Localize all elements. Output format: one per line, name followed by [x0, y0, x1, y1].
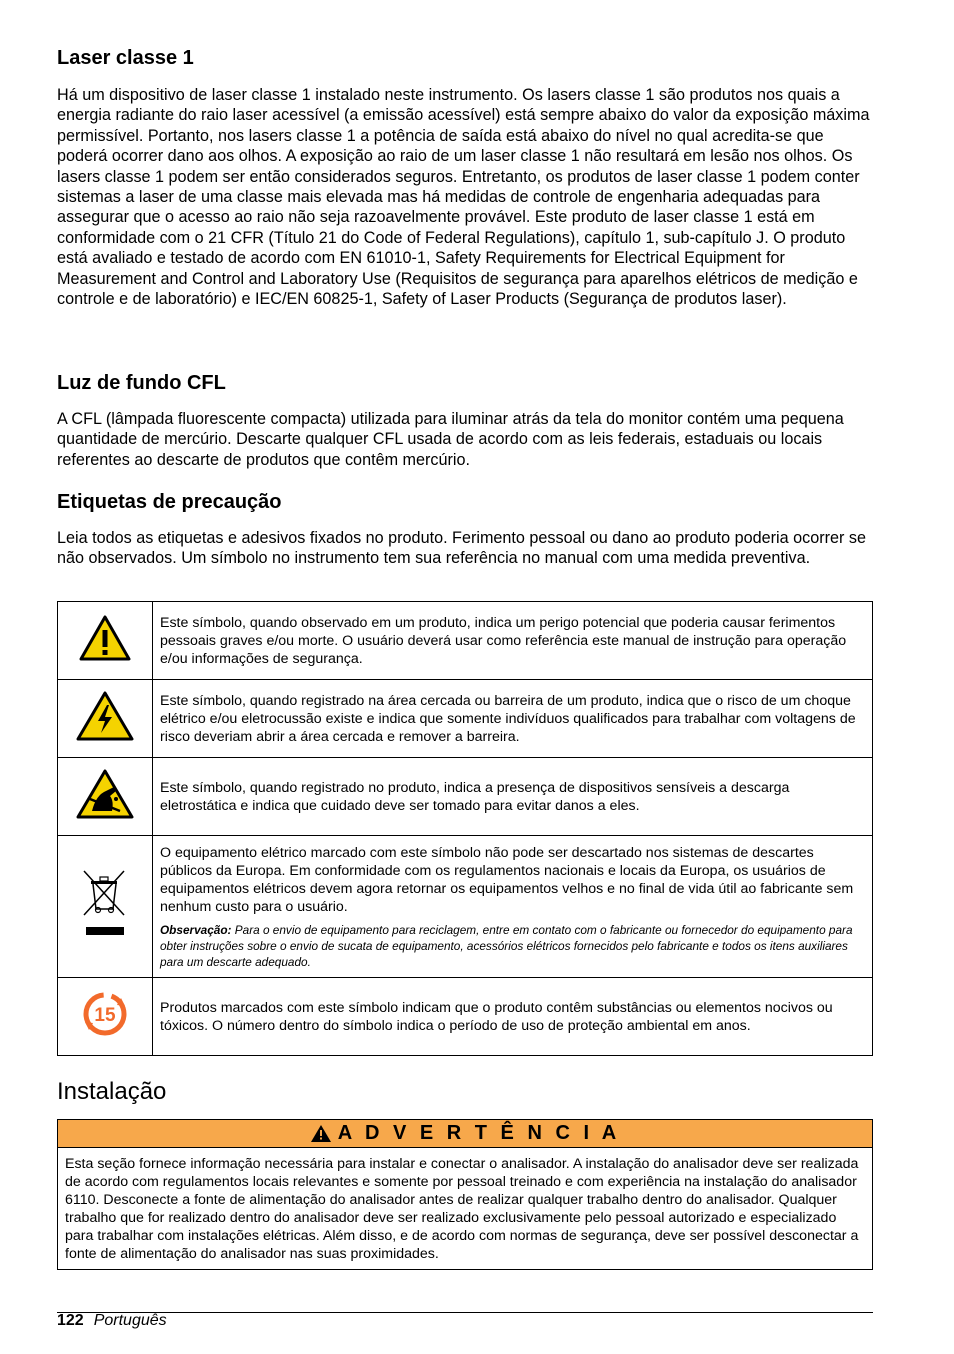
warning-text: Esta seção fornece informação necessária para instalar e conectar o analisador. A instalação do analisador deve ser realizada de acordo com regulamentos locais relevantes e somente por pessoal treinado e com experiência na instalação do analisador 6110. Desconecte a fonte de alimentação do analisador antes de realizar qualquer trabalho dentro do analisador. Qualquer trabalho que for realizado dentro do analisador deve ser realizado exclusivamente pelo pessoal autorizado e especializado para trabalhar com instalações elétricas. Além disso, e de acordo com normas de segurança, deve ser possível desconectar a fonte de alimentação do analisador nas suas proximidades. [65, 1156, 859, 1262]
esd-icon [76, 769, 134, 819]
paragraph-labels: Leia todos as etiquetas e adesivos fixados no produto. Ferimento pessoal ou dano ao produto poderia ocorrer se não observados. Um símbolo no instrumento tem sua referência no manual com uma medida preventiva. [57, 529, 866, 568]
symbol-row [58, 680, 873, 758]
note-text: Para o envio de equipamento para reciclagem, entre em contato com o fabricante ou fornecedor do equipamento para obter instruções sobre o envio de sucata de equipamento, acessórios elétricos fornecidos pelo fabricante e todos os itens auxiliares para um descarte adequado. [160, 922, 853, 969]
paragraph-laser: Há um dispositivo de laser classe 1 instalado neste instrumento. Os lasers classe 1 são produtos nos quais a energia radiante do raio laser acessível (a emissão acessível) está sempre abaixo do valor da exposição máxima permissível. Portanto, nos lasers classe 1 a potência de saída está abaixo do nível no qual acredita-se que poderá ocorrer dano aos olhos. A exposição ao raio de um laser classe 1 não resultará em lesão nos olhos. Os lasers classe 1 podem ser então considerados seguros. Entretanto, os produtos de laser classe 1 podem conter sistemas a laser de uma classe mais elevada mas há medidas de controle de engenharia adequadas para assegurar que o acesso ao raio não seja razoavelmente provável. Este produto de laser classe 1 está em conformidade com o 21 CFR (Título 21 do Code of Federal Regulations), capítulo 1, sub-capítulo J. O produto está avaliado e testado de acordo com EN 61010-1, Safety Requirements for Electrical Equipment for Measurement and Control and Laboratory Use (Requisitos de segurança para aparelhos elétricos de medição e controle e de laboratório) e IEC/EN 60825-1, Safety of Laser Products (Segurança de produtos laser). [57, 86, 870, 309]
warning-box [57, 1119, 873, 1270]
note-label: Observação: [160, 922, 232, 937]
recycling-note [160, 922, 864, 970]
efup-number: 15 [94, 1005, 116, 1026]
warning-header [58, 1120, 872, 1148]
weee-bin-icon [80, 869, 130, 939]
symbol-row [58, 978, 873, 1056]
page-footer [57, 1312, 167, 1330]
symbols-table [57, 601, 873, 1056]
symbol-description: O equipamento elétrico marcado com este símbolo não pode ser descartado nos sistemas de descartes públicos da Europa. Em conformidade com os regulamentos nacionais e locais da Europa, os usuários de equipamentos elétricos devem agora retornar os equipamentos velhos e no final de vida útil ao fabricante sem nenhum custo para o usuário. [160, 844, 854, 915]
page-number: 122 [57, 1312, 84, 1329]
warning-triangle-icon [310, 1124, 332, 1143]
general-warning-icon [79, 615, 131, 661]
section-title-installation: Instalação [57, 1078, 167, 1105]
symbol-row [58, 836, 873, 978]
symbol-description: Produtos marcados com este símbolo indicam que o produto contêm substâncias ou elementos nocivos ou tóxicos. O número dentro do símbolo indica o período de uso de proteção ambiental em anos. [153, 978, 873, 1056]
warning-label: A D V E R T Ê N C I A [337, 1122, 621, 1144]
section-title-labels: Etiquetas de precaução [57, 491, 282, 513]
section-title-cfl: Luz de fundo CFL [57, 372, 226, 394]
footer-divider [57, 1312, 873, 1313]
symbol-description: Este símbolo, quando registrado na área cercada ou barreira de um produto, indica que o risco de um choque elétrico e/ou eletrocussão existe e indica que somente indivíduos qualificados para trabalhar com voltagens de risco deveriam abrir a área cercada e remover a barreira. [153, 680, 873, 758]
symbol-row [58, 758, 873, 836]
symbol-row [58, 602, 873, 680]
symbol-description: Este símbolo, quando observado em um produto, indica um perigo potencial que poderia causar ferimentos pessoais graves e/ou morte. O usuário deverá usar como referência este manual de instrução para operação e/ou informações de segurança. [153, 602, 873, 680]
electric-shock-icon [76, 691, 134, 741]
paragraph-cfl: A CFL (lâmpada fluorescente compacta) utilizada para iluminar atrás da tela do monitor contém uma pequena quantidade de mercúrio. Descarte qualquer CFL usada de acordo com as leis federais, estaduais ou locais referentes ao descarte de produtos que contêm mercúrio. [57, 410, 844, 469]
symbol-description: Este símbolo, quando registrado no produto, indica a presença de dispositivos sensíveis a descarga eletrostática e indica que cuidado deve ser tomado para evitar danos a eles. [153, 758, 873, 836]
section-title-laser: Laser classe 1 [57, 47, 194, 69]
footer-language: Português [93, 1312, 167, 1329]
efup-15-icon [81, 990, 129, 1038]
